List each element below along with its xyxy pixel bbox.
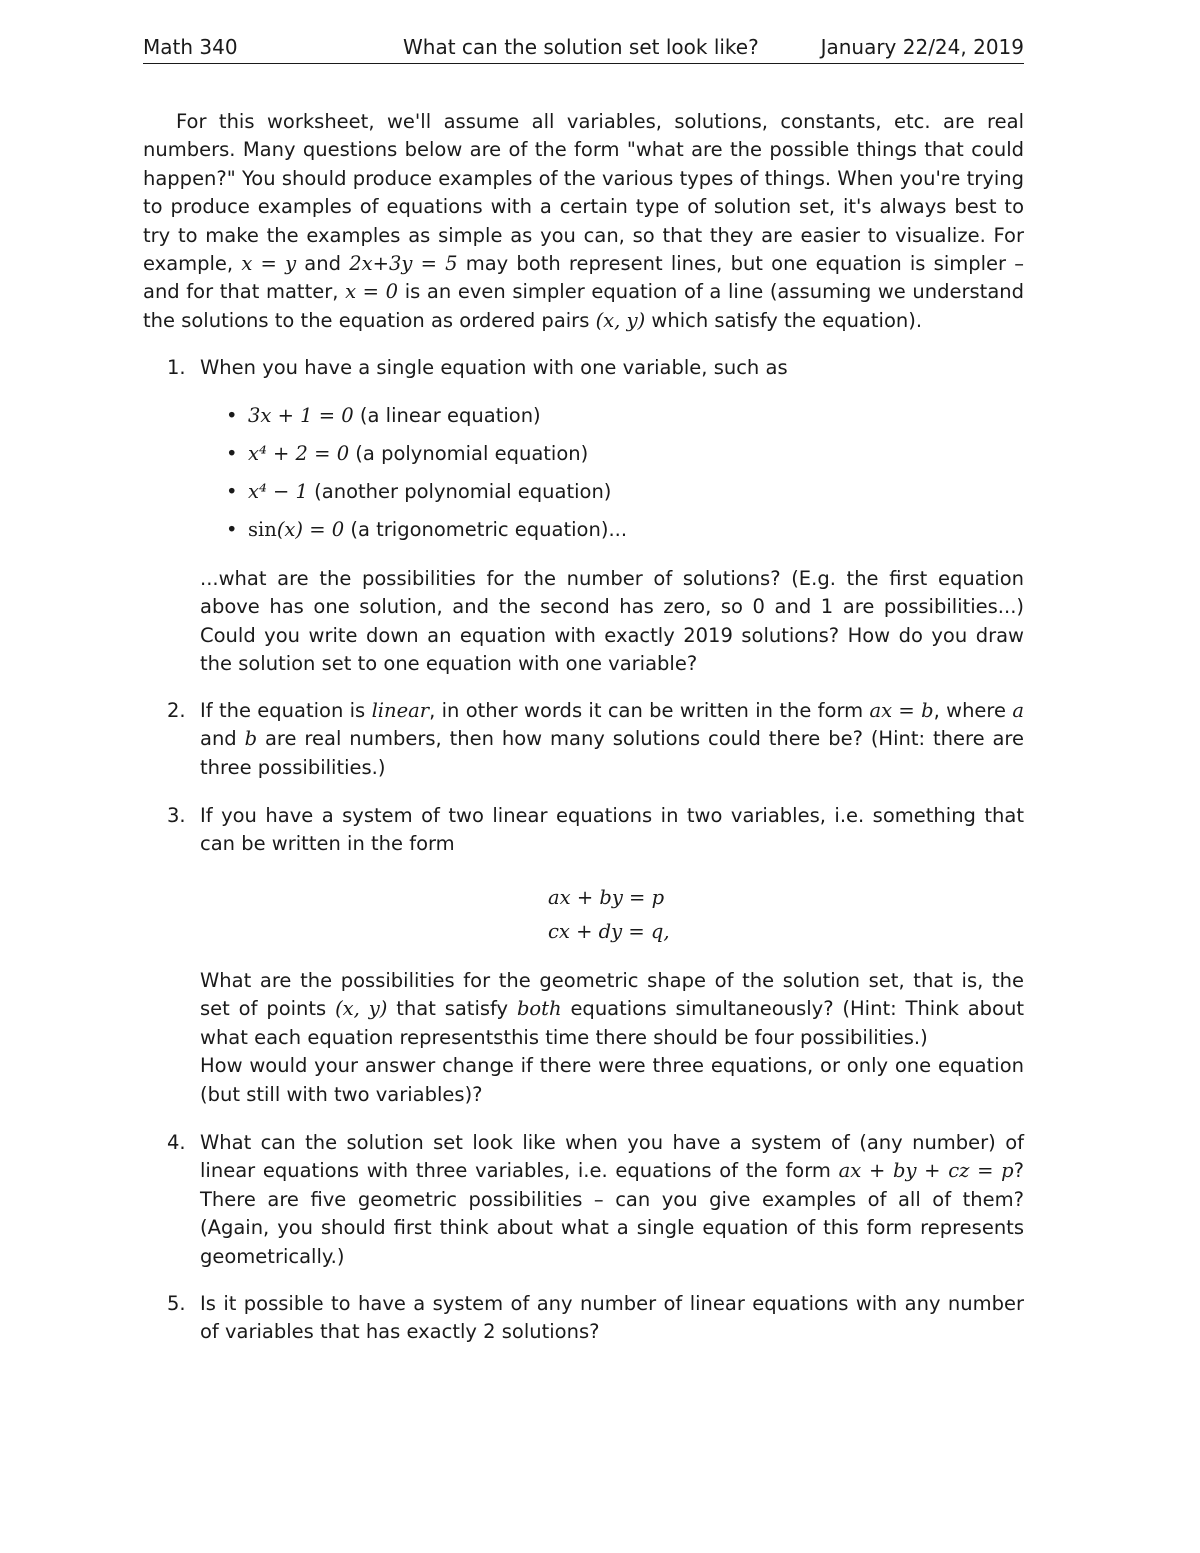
- q2-var-b: b: [244, 727, 258, 751]
- bullet-note: (a polynomial equation): [349, 442, 589, 465]
- question-3-lead: If you have a system of two linear equations in two variables, i.e. something that can be written in the form: [200, 804, 1024, 856]
- intro-text-4: which satisfy the equation).: [645, 308, 923, 332]
- worksheet-date: January 22/24, 2019: [820, 35, 1024, 59]
- bullet-eq: (x) = 0: [276, 518, 345, 541]
- question-number: 4.: [167, 1131, 186, 1154]
- question-4-text: [200, 1129, 1024, 1271]
- bullet-note: (a trigonometric equation)...: [344, 518, 628, 541]
- question-number: 2.: [167, 699, 186, 722]
- page-header: [143, 30, 1024, 64]
- question-2-text: [200, 697, 1024, 782]
- question-1-followup: ...what are the possibilities for the number of solutions? (E.g. the first equation above has one solution, and the second has zero, so 0 and 1 are possibilities...) Could you write down an equation with exactly 2019 solutions? How do you draw the solution set to one equation with one variable?: [200, 567, 1024, 676]
- question-2: [143, 697, 1024, 782]
- intro-text-2: may both represent lines, but one equation is simpler – and for that matter,: [143, 252, 1024, 304]
- intro-eq-4: (x, y): [595, 308, 646, 332]
- question-1: [143, 354, 1024, 676]
- bullet-eq: x⁴ + 2 = 0: [248, 442, 350, 465]
- q4-eq: ax + by + cz = p: [838, 1159, 1014, 1183]
- question-5: [143, 1290, 1024, 1347]
- intro-text-1: For this worksheet, we'll assume all variables, solutions, constants, etc. are real numbers. Many questions below are of the form "what are the possible things that could happen?" You should produce examples of the various types of things. When you're trying to produce examples of equations with a certain type of solution set, it's always best to try to make the examples as simple as you can, so that they are easier to visualize. For example,: [143, 110, 1024, 276]
- question-number: 3.: [167, 804, 186, 827]
- question-4: [143, 1129, 1024, 1271]
- q2-text-5: are real numbers, then how many solutions could there be? (Hint: there are three possibilities.): [200, 727, 1025, 779]
- intro-eq-2: 2x+3y = 5: [349, 252, 458, 276]
- course-name: Math 340: [143, 35, 238, 59]
- intro-text-3: is an even simpler equation of a line (assuming we understand the solutions to the equation as ordered pairs: [143, 280, 1025, 332]
- q2-text-2: , in other words it can be written in the form: [429, 699, 870, 722]
- q3-text-3: equations simultaneously? (Hint: Think about what each equation representsthis time there should be four possibilities.): [200, 997, 1024, 1049]
- question-3-body: [143, 967, 1024, 1109]
- system-equation-2: cx + dy = q,: [548, 920, 670, 943]
- worksheet-title: What can the solution set look like?: [403, 35, 759, 59]
- question-number: 5.: [167, 1292, 186, 1315]
- intro-paragraph: [143, 108, 1024, 335]
- intro-and: and: [296, 252, 350, 276]
- question-1-lead: When you have a single equation with one variable, such as: [200, 356, 788, 379]
- bullet-eq: 3x + 1 = 0: [248, 404, 354, 427]
- q3-emphasis: both: [516, 997, 562, 1021]
- q3-point: (x, y): [335, 997, 388, 1021]
- bullet-fn: sin: [248, 518, 277, 541]
- q2-text-3: , where: [933, 699, 1013, 722]
- system-equation-1: ax + by = p: [548, 886, 665, 909]
- q3-text-2: that satisfy: [387, 997, 517, 1021]
- bullet-note: (another polynomial equation): [307, 480, 612, 503]
- question-number: 1.: [167, 356, 186, 379]
- q2-var-a: a: [1012, 699, 1024, 722]
- list-item: [248, 516, 627, 544]
- list-item: [248, 402, 541, 430]
- q3-text-4: How would your answer change if there were three equations, or only one equation (but still with two variables)?: [200, 1054, 1024, 1106]
- q3-text-1: What are the possibilities for the geometric shape of the solution set, that is, the set of points: [200, 969, 1024, 1021]
- q2-emphasis: linear: [371, 699, 430, 722]
- q2-eq: ax = b: [869, 699, 934, 722]
- question-5-text: Is it possible to have a system of any number of linear equations with any number of variables that has exactly 2 solutions?: [200, 1292, 1024, 1344]
- q2-text-1: If the equation is: [200, 699, 372, 722]
- q2-text-4: and: [200, 727, 245, 751]
- bullet-note: (a linear equation): [353, 404, 541, 427]
- bullet-eq: x⁴ − 1: [248, 480, 308, 503]
- intro-eq-1: x = y: [241, 252, 297, 276]
- q4-text-1: What can the solution set look like when you have a system of (any number) of linear equations with three variables, i.e. equations of the form: [200, 1131, 1024, 1183]
- question-3-text: [200, 967, 1024, 1109]
- question-3: [143, 802, 1024, 859]
- intro-eq-3: x = 0: [345, 280, 399, 304]
- list-item: [248, 478, 611, 506]
- q4-text-2: ? There are five geometric possibilities – can you give examples of all of them? (Again, you should first think about what a single equation of this form represents geometrically.): [200, 1159, 1025, 1268]
- list-item: [248, 440, 588, 468]
